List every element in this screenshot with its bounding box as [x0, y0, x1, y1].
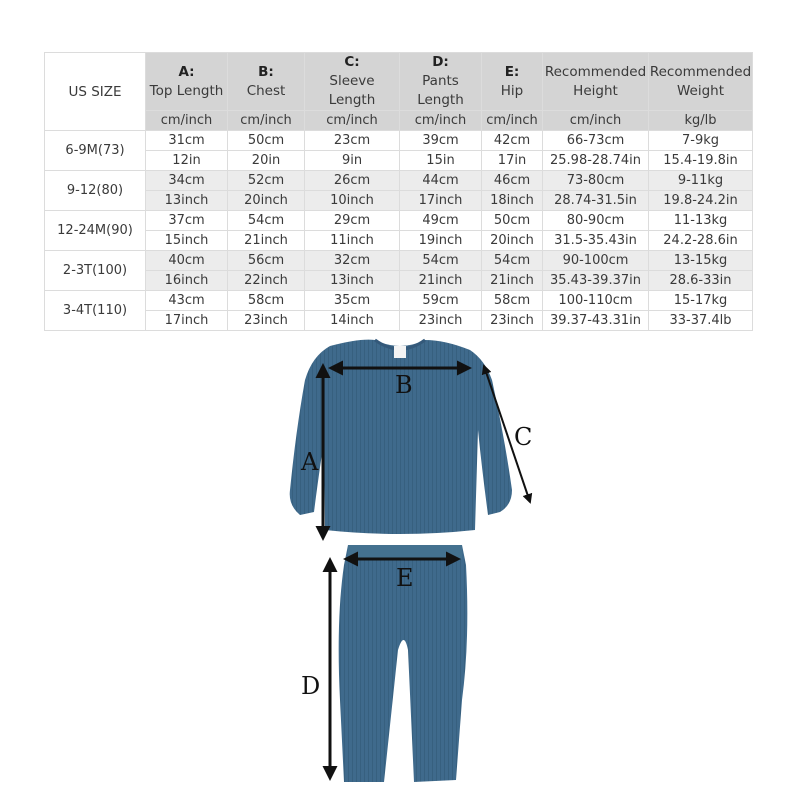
table-row — [45, 311, 753, 331]
size-chart-table — [44, 52, 753, 331]
metric-cell: 13-15kg — [649, 251, 753, 271]
metric-cell: 34cm — [146, 171, 228, 191]
unit-label: cm/inch — [228, 111, 305, 131]
imperial-cell: 28.6-33in — [649, 271, 753, 291]
label-e: E — [396, 564, 414, 592]
metric-cell: 9-11kg — [649, 171, 753, 191]
metric-cell: 54cm — [228, 211, 305, 231]
imperial-cell: 18inch — [482, 191, 543, 211]
metric-cell: 49cm — [400, 211, 482, 231]
metric-cell: 40cm — [146, 251, 228, 271]
imperial-cell: 21inch — [400, 271, 482, 291]
table-row — [45, 171, 753, 191]
imperial-cell: 13inch — [146, 191, 228, 211]
imperial-cell: 12in — [146, 151, 228, 171]
garment-measurement-diagram — [280, 330, 540, 800]
imperial-cell: 20inch — [482, 231, 543, 251]
metric-cell: 56cm — [228, 251, 305, 271]
metric-cell: 80-90cm — [543, 211, 649, 231]
imperial-cell: 25.98-28.74in — [543, 151, 649, 171]
imperial-cell: 19.8-24.2in — [649, 191, 753, 211]
metric-cell: 46cm — [482, 171, 543, 191]
metric-cell: 90-100cm — [543, 251, 649, 271]
size-label: 12-24M(90) — [45, 211, 146, 251]
unit-label: cm/inch — [482, 111, 543, 131]
unit-label: kg/lb — [649, 111, 753, 131]
table-row — [45, 131, 753, 151]
imperial-cell: 14inch — [305, 311, 400, 331]
imperial-cell: 16inch — [146, 271, 228, 291]
us-size-header: US SIZE — [45, 53, 146, 131]
metric-cell: 32cm — [305, 251, 400, 271]
column-header-recommended-height: Recommended Height — [543, 53, 649, 111]
imperial-cell: 31.5-35.43in — [543, 231, 649, 251]
metric-cell: 54cm — [400, 251, 482, 271]
metric-cell: 66-73cm — [543, 131, 649, 151]
metric-cell: 29cm — [305, 211, 400, 231]
metric-cell: 100-110cm — [543, 291, 649, 311]
imperial-cell: 15in — [400, 151, 482, 171]
column-header-top-length: A: Top Length — [146, 53, 228, 111]
table-row — [45, 211, 753, 231]
metric-cell: 11-13kg — [649, 211, 753, 231]
metric-cell: 42cm — [482, 131, 543, 151]
table-row — [45, 191, 753, 211]
imperial-cell: 23inch — [400, 311, 482, 331]
metric-cell: 52cm — [228, 171, 305, 191]
column-header-pants-length: D: Pants Length — [400, 53, 482, 111]
label-c: C — [514, 423, 533, 451]
unit-label: cm/inch — [305, 111, 400, 131]
unit-label: cm/inch — [543, 111, 649, 131]
imperial-cell: 17in — [482, 151, 543, 171]
metric-cell: 54cm — [482, 251, 543, 271]
metric-cell: 58cm — [228, 291, 305, 311]
size-table-body — [45, 131, 753, 331]
metric-cell: 39cm — [400, 131, 482, 151]
metric-cell: 7-9kg — [649, 131, 753, 151]
column-header-hip: E: Hip — [482, 53, 543, 111]
metric-cell: 59cm — [400, 291, 482, 311]
imperial-cell: 21inch — [228, 231, 305, 251]
imperial-cell: 23inch — [228, 311, 305, 331]
table-row — [45, 231, 753, 251]
metric-cell: 58cm — [482, 291, 543, 311]
imperial-cell: 11inch — [305, 231, 400, 251]
imperial-cell: 33-37.4lb — [649, 311, 753, 331]
metric-cell: 37cm — [146, 211, 228, 231]
imperial-cell: 17inch — [400, 191, 482, 211]
label-b: B — [395, 371, 413, 399]
metric-cell: 43cm — [146, 291, 228, 311]
imperial-cell: 39.37-43.31in — [543, 311, 649, 331]
imperial-cell: 35.43-39.37in — [543, 271, 649, 291]
metric-cell: 23cm — [305, 131, 400, 151]
imperial-cell: 24.2-28.6in — [649, 231, 753, 251]
column-header-sleeve-length: C: Sleeve Length — [305, 53, 400, 111]
table-row — [45, 151, 753, 171]
metric-cell: 31cm — [146, 131, 228, 151]
unit-label: cm/inch — [146, 111, 228, 131]
metric-cell: 26cm — [305, 171, 400, 191]
unit-label: cm/inch — [400, 111, 482, 131]
imperial-cell: 17inch — [146, 311, 228, 331]
imperial-cell: 13inch — [305, 271, 400, 291]
imperial-cell: 10inch — [305, 191, 400, 211]
imperial-cell: 15.4-19.8in — [649, 151, 753, 171]
imperial-cell: 15inch — [146, 231, 228, 251]
table-row — [45, 251, 753, 271]
imperial-cell: 28.74-31.5in — [543, 191, 649, 211]
metric-cell: 50cm — [228, 131, 305, 151]
metric-cell: 50cm — [482, 211, 543, 231]
label-a: A — [301, 448, 319, 476]
size-label: 3-4T(110) — [45, 291, 146, 331]
imperial-cell: 9in — [305, 151, 400, 171]
column-header-chest: B: Chest — [228, 53, 305, 111]
metric-cell: 73-80cm — [543, 171, 649, 191]
metric-cell: 35cm — [305, 291, 400, 311]
column-header-recommended-weight: Recommended Weight — [649, 53, 753, 111]
size-label: 9-12(80) — [45, 171, 146, 211]
metric-cell: 44cm — [400, 171, 482, 191]
label-d: D — [301, 672, 321, 700]
imperial-cell: 22inch — [228, 271, 305, 291]
imperial-cell: 21inch — [482, 271, 543, 291]
metric-cell: 15-17kg — [649, 291, 753, 311]
imperial-cell: 20in — [228, 151, 305, 171]
imperial-cell: 20inch — [228, 191, 305, 211]
size-label: 2-3T(100) — [45, 251, 146, 291]
imperial-cell: 23inch — [482, 311, 543, 331]
imperial-cell: 19inch — [400, 231, 482, 251]
table-row — [45, 291, 753, 311]
table-row — [45, 271, 753, 291]
size-label: 6-9M(73) — [45, 131, 146, 171]
